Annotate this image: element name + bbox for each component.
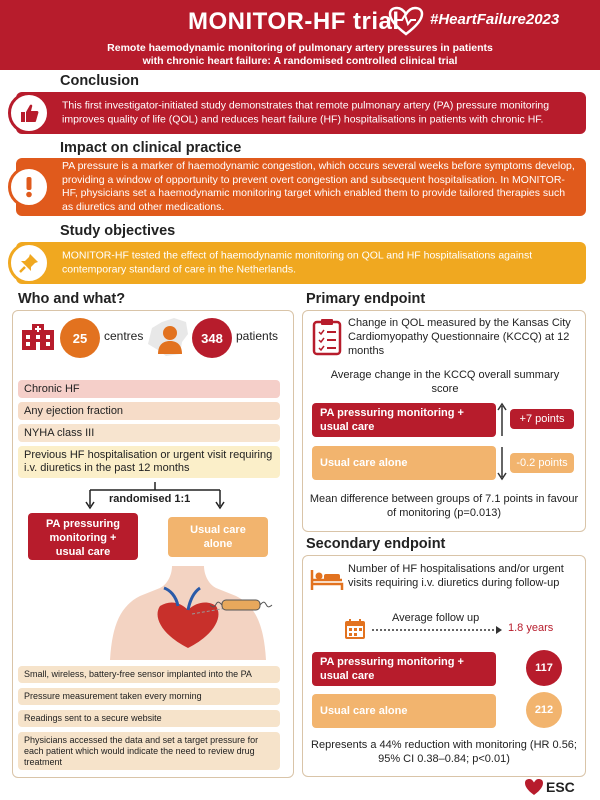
thumbs-up-icon xyxy=(8,92,50,134)
impact-title: Impact on clinical practice xyxy=(60,140,242,156)
objectives-text: MONITOR-HF tested the effect of haemodynamic monitoring on QOL and HF hospitalisations against contemporary standard of care in the Netherlands. xyxy=(62,249,533,275)
criteria-item: Previous HF hospitalisation or urgent visit requiring i.v. diuretics in the past 12 months xyxy=(18,446,280,478)
secondary-summary: Represents a 44% reduction with monitoring (HR 0.56; 95% CI 0.38–0.84; p<0.01) xyxy=(311,739,577,765)
objectives-band xyxy=(16,242,586,284)
secondary-usual-box: Usual care alone xyxy=(312,694,496,728)
primary-monitoring-value: +7 points xyxy=(510,409,574,429)
impact-text: PA pressure is a marker of haemodynamic congestion, which occurs several weeks before symptoms develop, providing a window of opportunity to prevent overt congestion and subsequent hospitalisation. In MONITOR-HF, physicians set a haemodynamic monitoring target which enabled them to provide tailored therapies such as diuretics and other medications. xyxy=(62,160,575,213)
primary-description: Change in QOL measured by the Kansas City Cardiomyopathy Questionnaire (KCCQ) at 12 months xyxy=(348,317,571,357)
exclamation-icon xyxy=(8,166,50,208)
questionnaire-icon xyxy=(312,318,342,356)
hospital-icon xyxy=(20,322,56,352)
arm-monitoring-box: PA pressuring monitoring + usual care xyxy=(28,513,138,560)
primary-usual-value: -0.2 points xyxy=(510,453,574,473)
hospital-bed-icon xyxy=(310,566,344,592)
primary-usual-box: Usual care alone xyxy=(312,446,496,480)
arm-usual-care-box: Usual care alone xyxy=(168,517,268,557)
process-step: Physicians accessed the data and set a target pressure for each patient which would indicate the need to review drug treatment xyxy=(18,732,280,770)
centres-count: 25 xyxy=(60,318,100,358)
randomised-label: randomised 1:1 xyxy=(106,493,193,505)
criteria-item: Any ejection fraction xyxy=(18,402,280,420)
secondary-monitoring-value: 117 xyxy=(526,650,562,686)
secondary-monitoring-box: PA pressuring monitoring + usual care xyxy=(312,652,496,686)
page-title: MONITOR-HF trial xyxy=(188,8,400,35)
conclusion-text: This first investigator-initiated study demonstrates that remote pulmonary artery (PA) pressure monitoring improves quality of life (QOL) and reduces heart failure (HF) hospitalisations in patients with chronic HF. xyxy=(62,99,550,125)
pushpin-icon xyxy=(8,242,50,284)
primary-monitoring-box: PA pressuring monitoring + usual care xyxy=(312,403,496,437)
criteria-item: Chronic HF xyxy=(18,380,280,398)
centres-label: centres xyxy=(104,329,144,343)
arrow-up-icon xyxy=(496,402,508,438)
patients-label: patients xyxy=(236,329,279,343)
heart-logo-icon xyxy=(388,6,424,36)
impact-band xyxy=(16,158,586,216)
process-step: Small, wireless, battery-free sensor implanted into the PA xyxy=(18,666,280,683)
patients-count: 348 xyxy=(192,318,232,358)
followup-label: Average follow up xyxy=(392,612,480,624)
objectives-title: Study objectives xyxy=(60,223,176,239)
esc-heart-logo-icon xyxy=(524,778,544,796)
followup-value: 1.8 years xyxy=(508,622,554,634)
hashtag: #HeartFailure2023 xyxy=(430,11,560,28)
netherlands-map-icon xyxy=(140,314,192,358)
secondary-usual-value: 212 xyxy=(526,692,562,728)
primary-title: Primary endpoint xyxy=(306,291,426,307)
calendar-icon xyxy=(344,618,366,640)
esc-logo: ESC xyxy=(546,779,575,795)
page-subtitle: Remote haemodynamic monitoring of pulmonary artery pressures in patients with chronic heart failure: A randomised controlled clinical trial xyxy=(107,42,493,67)
header-banner xyxy=(0,0,600,70)
arrow-down-icon xyxy=(496,445,508,481)
conclusion-title: Conclusion xyxy=(60,73,139,89)
process-step: Pressure measurement taken every morning xyxy=(18,688,280,705)
process-step: Readings sent to a secure website xyxy=(18,710,280,727)
secondary-title: Secondary endpoint xyxy=(306,536,446,552)
secondary-description: Number of HF hospitalisations and/or urgent visits requiring i.v. diuretics during follow-up xyxy=(348,563,564,589)
followup-arrow xyxy=(372,625,504,635)
criteria-item: NYHA class III xyxy=(18,424,280,442)
primary-summary: Mean difference between groups of 7.1 points in favour of monitoring (p=0.013) xyxy=(309,493,579,519)
primary-avg-label: Average change in the KCCQ overall summary score xyxy=(330,369,560,395)
chest-sensor-illustration xyxy=(100,566,280,660)
who-title: Who and what? xyxy=(18,291,126,307)
conclusion-band xyxy=(16,92,586,134)
